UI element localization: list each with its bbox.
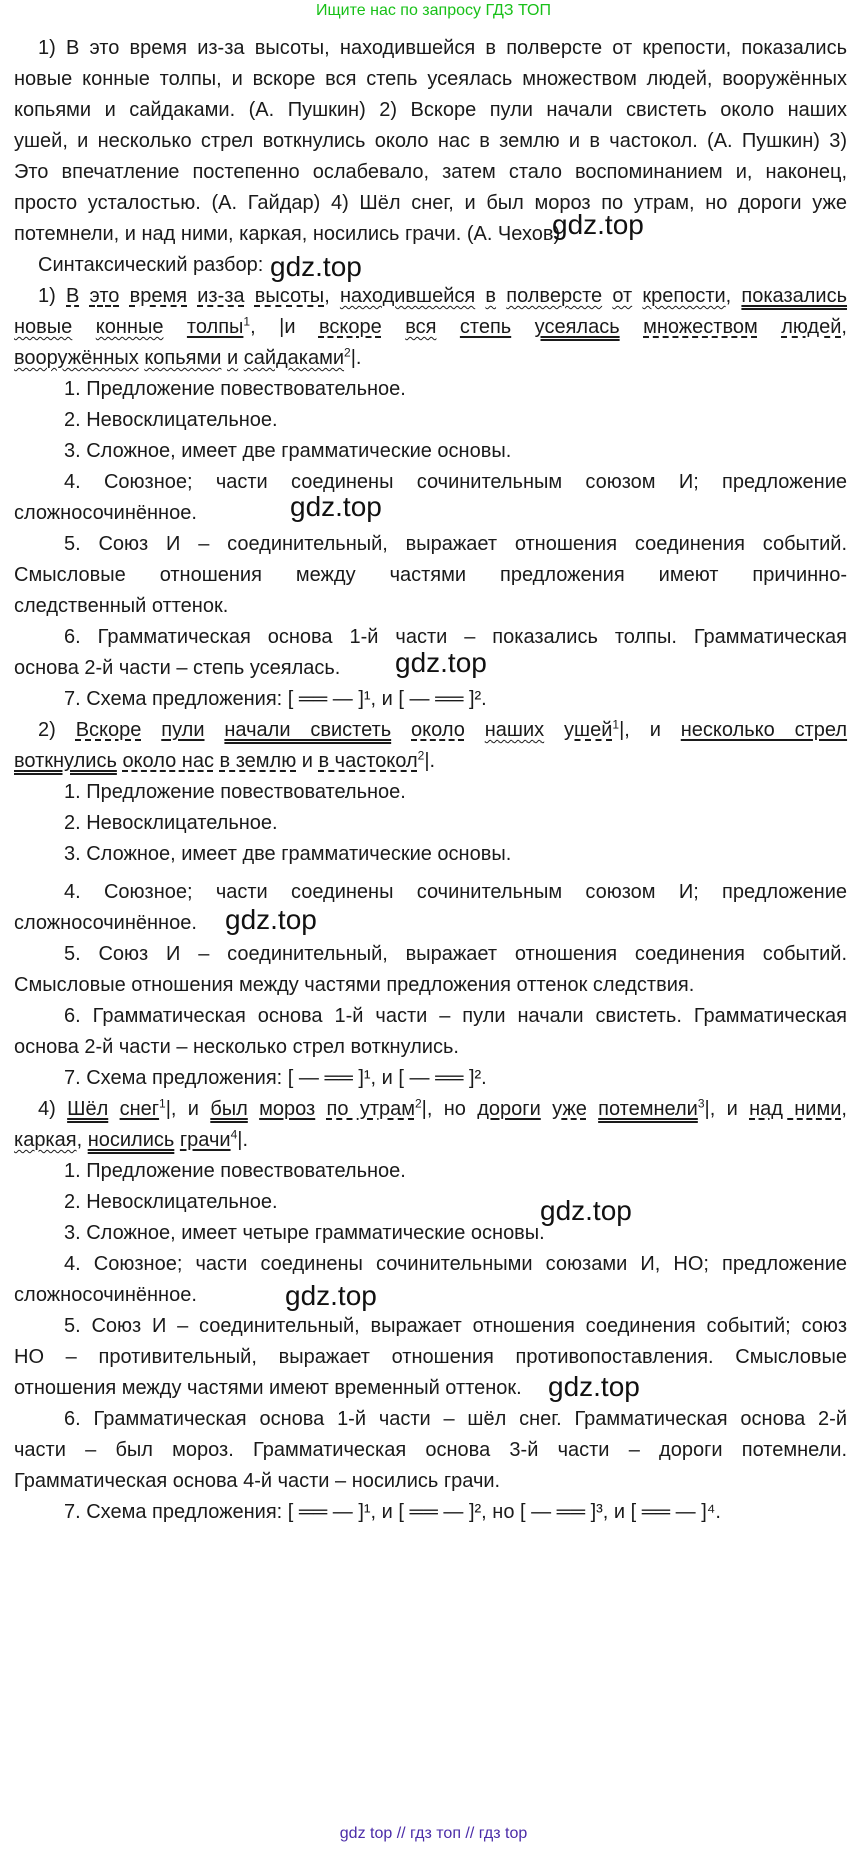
word: и: [284, 316, 296, 338]
analysis-item: НО – противительный, выражает отношения противопоставления. Смысловые: [14, 1346, 847, 1368]
exercise-line: 1) В это время из-за высоты, находившейся в полверсте от крепости, показались: [38, 37, 847, 59]
watermark: gdz.top: [290, 491, 382, 522]
analysis-item: 4. Союзное; части соединены сочинительным союзом И; предложение: [64, 471, 847, 493]
analysis-item: 7. Схема предложения: [ — ══ ]¹, и [ — ══ ]².: [64, 1067, 487, 1089]
sentence-4-annotated: 4) Шёл снег$^1$|, и был мороз по утрам$^2$|, но дороги уже потемнели$^3$|, и над ними,: [38, 1096, 847, 1120]
word: множеством: [643, 316, 758, 338]
analysis-item: 1. Предложение повествовательное.: [64, 378, 406, 400]
word: из-за: [197, 285, 245, 307]
word: полверсте: [506, 285, 603, 307]
watermark: gdz.top: [540, 1195, 632, 1226]
word: крепости: [642, 285, 726, 307]
watermark: gdz.top: [548, 1371, 640, 1402]
analysis-item: основа 2-й части – степь усеялась.: [14, 657, 341, 679]
exercise-line: ушей, и несколько стрел воткнулись около нас в землю и в частокол. (А. Пушкин) 3): [14, 130, 847, 152]
analysis-item: части – был мороз. Грамматическая основа 3-й части – дороги потемнели.: [14, 1439, 847, 1461]
word: от: [612, 285, 633, 307]
analysis-item: Смысловые отношения между частями предложения имеют причинно-: [14, 564, 847, 586]
part-index: 1: [243, 314, 251, 329]
analysis-item: 7. Схема предложения: [ ══ — ]¹, и [ ══ — ]², но [ — ══ ]³, и [ ══ — ]⁴.: [64, 1501, 721, 1523]
watermark: gdz.top: [552, 209, 644, 240]
analysis-item: 2. Невосклицательное.: [64, 409, 278, 431]
analysis-item: 6. Грамматическая основа 1-й части – показались толпы. Грамматическая: [64, 626, 847, 648]
word: В: [66, 285, 80, 307]
word: вскоре: [318, 316, 382, 338]
part-index: 2: [344, 345, 351, 360]
analysis-item: сложносочинённое.: [14, 1284, 197, 1306]
word: вся: [405, 316, 437, 338]
search-prompt-link[interactable]: Ищите нас по запросу ГДЗ ТОП: [316, 2, 551, 19]
word: конные: [95, 316, 164, 338]
word: людей: [781, 316, 842, 338]
sentence-1-annotated: вооружённых копьями и сайдаками$^2$|.: [14, 345, 362, 369]
analysis-item: 5. Союз И – соединительный, выражает отношения соединения событий; союз: [64, 1315, 847, 1337]
word: вооружённых: [14, 347, 139, 369]
analysis-item: 4. Союзное; части соединены сочинительными союзами И, НО; предложение: [64, 1253, 847, 1275]
watermark: gdz.top: [225, 904, 317, 935]
subject: толпы: [186, 316, 244, 338]
sentence-2-annotated: воткнулись около нас в землю и в частокол$^2$|.: [14, 748, 436, 772]
analysis-item: 6. Грамматическая основа 1-й части – шёл снег. Грамматическая основа 2-й: [64, 1408, 847, 1430]
exercise-line: потемнели, и над ними, каркая, носились грачи. (А. Чехов): [14, 223, 561, 245]
sentence-4-annotated: каркая, носились грачи$^4$|.: [14, 1127, 249, 1151]
analysis-item: Смысловые отношения между частями предложения оттенок следствия.: [14, 974, 695, 996]
exercise-line: копьями и сайдаками. (А. Пушкин) 2) Вскоре пули начали свистеть около наших: [14, 99, 847, 121]
analysis-item: 4. Союзное; части соединены сочинительным союзом И; предложение: [64, 881, 847, 903]
analysis-item: 5. Союз И – соединительный, выражает отношения соединения событий.: [64, 533, 847, 555]
predicate: показались: [741, 285, 848, 307]
sentence-number: 1): [38, 285, 56, 307]
analysis-item: отношения между частями имеют временный оттенок.: [14, 1377, 522, 1399]
word: в: [485, 285, 497, 307]
exercise-line: просто усталостью. (А. Гайдар) 4) Шёл снег, и был мороз по утрам, но дороги уже: [14, 192, 847, 214]
footer-links[interactable]: gdz top // гдз топ // гдз top: [339, 1825, 528, 1842]
watermark: gdz.top: [270, 251, 362, 282]
analysis-item: 3. Сложное, имеет четыре грамматические основы.: [64, 1222, 545, 1244]
word: время: [129, 285, 188, 307]
analysis-item: следственный оттенок.: [14, 595, 229, 617]
analysis-item: 7. Схема предложения: [ ══ — ]¹, и [ — ══ ]².: [64, 688, 487, 710]
sentence-1-annotated: 1) В это время из-за высоты, находившейся в полверсте от крепости, показались: [38, 285, 848, 307]
word: высоты: [254, 285, 325, 307]
analysis-item: Грамматическая основа 4-й части – носились грачи.: [14, 1470, 501, 1492]
analysis-item: 3. Сложное, имеет две грамматические основы.: [64, 843, 512, 865]
sentence-2-annotated: 2) Вскоре пули начали свистеть около наших ушей$^1$|, и несколько стрел: [38, 717, 848, 741]
word: сайдаками: [243, 347, 345, 369]
watermark: gdz.top: [285, 1280, 377, 1311]
exercise-line: Это впечатление постепенно ослабевало, затем стало воспоминанием и, наконец,: [14, 161, 847, 183]
analysis-item: основа 2-й части – несколько стрел воткнулись.: [14, 1036, 459, 1058]
sentence-1-annotated: новые конные толпы$^1$, |и вскоре вся степь усеялась множеством людей,: [14, 314, 847, 338]
analysis-item: сложносочинённое.: [14, 912, 197, 934]
analysis-item: 2. Невосклицательное.: [64, 812, 278, 834]
analysis-item: сложносочинённое.: [14, 502, 197, 524]
analysis-item: 3. Сложное, имеет две грамматические основы.: [64, 440, 512, 462]
subject: степь: [459, 316, 512, 338]
word: копьями: [144, 347, 222, 369]
word: это: [89, 285, 120, 307]
word: и: [226, 347, 239, 369]
sentence-number: 4): [38, 1098, 56, 1120]
analysis-item: 1. Предложение повествовательное.: [64, 781, 406, 803]
analysis-item: 1. Предложение повествовательное.: [64, 1160, 406, 1182]
analysis-item: 6. Грамматическая основа 1-й части – пули начали свистеть. Грамматическая: [64, 1005, 847, 1027]
analysis-item: 2. Невосклицательное.: [64, 1191, 278, 1213]
exercise-line: новые конные толпы, и вскоре вся степь усеялась множеством людей, вооружённых: [14, 68, 847, 90]
word: находившейся: [339, 285, 476, 307]
predicate: усеялась: [534, 316, 620, 338]
word: новые: [14, 316, 73, 338]
sentence-number: 2): [38, 719, 56, 741]
watermark: gdz.top: [395, 647, 487, 678]
analysis-title: Синтаксический разбор:: [38, 254, 264, 276]
analysis-item: 5. Союз И – соединительный, выражает отношения соединения событий.: [64, 943, 847, 965]
